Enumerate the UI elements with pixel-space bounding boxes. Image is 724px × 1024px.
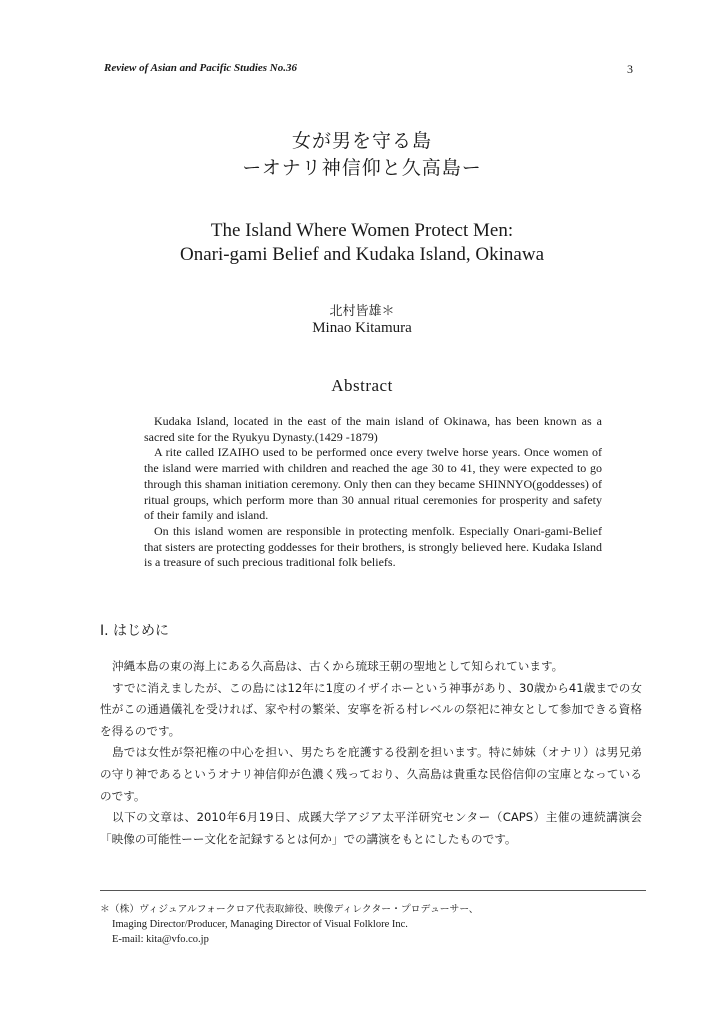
abstract-heading: Abstract (331, 376, 393, 395)
body-paragraph: 沖縄本島の東の海上にある久高島は、古くから琉球王朝の聖地として知られています。 (112, 659, 564, 673)
section-heading: I. はじめに (100, 623, 170, 639)
footnote-divider (100, 890, 646, 891)
footnote-line-title: Imaging Director/Producer, Managing Director of Visual Folklore Inc. (112, 919, 408, 930)
footnote (100, 902, 660, 947)
abstract-body (144, 414, 602, 571)
body-paragraph: 島では女性が祭祀権の中心を担い、男たちを庇護する役割を担います。特に姉妹（オナリ）は男兄弟の守り神であるというオナリ神信仰が色濃く残っており、久高島は貴重な民俗信仰の宝庫となっているのです。 (100, 745, 642, 803)
author-japanese: 北村皆雄＊ (329, 304, 395, 319)
title-japanese-line2: ーオナリ神信仰と久高島ー (242, 157, 482, 179)
abstract-paragraph: On this island women are responsible in protecting menfolk. Especially Onari-gami-Belief that sisters are protecting goddesses for their brothers, is strongly believed here. Kudaka Island is a treasure of such precious traditional folk beliefs. (144, 523, 602, 570)
section-body (100, 656, 642, 850)
abstract-paragraph: Kudaka Island, located in the east of the main island of Okinawa, has been known as a sacred site for the Ryukyu Dynasty.(1429 -1879) (144, 414, 602, 444)
abstract-paragraph: A rite called IZAIHO used to be performed once every twelve horse years. Once women of the island were married with children and reached the age 30 to 41, they were expected to go through this shaman initiation ceremony. Only then can they became SHINNYO(goddesses) of ritual groups, which perform more than 30 annual ritual ceremonies for prosperity and safety of their family and island. (144, 445, 602, 523)
title-japanese-line1: 女が男を守る島 (291, 130, 432, 152)
author-english: Minao Kitamura (312, 320, 412, 336)
journal-title: Review of Asian and Pacific Studies No.36 (104, 62, 298, 74)
body-paragraph: すでに消えましたが、この島には12年に1度のイザイホーという神事があり、30歳から41歳までの女性がこの通過儀礼を受ければ、家や村の繁栄、安寧を祈る村レベルの祭祀に神女として参加できる資格を得るのです。 (100, 680, 642, 738)
title-english-line1: The Island Where Women Protect Men: (210, 220, 514, 241)
footnote-line-email: E-mail: kita@vfo.co.jp (112, 934, 209, 945)
page-number: 3 (627, 62, 633, 76)
body-paragraph: 以下の文章は、2010年6月19日、成蹊大学アジア太平洋研究センター（CAPS）主催の連続講演会「映像の可能性ーー文化を記録するとは何か」での講演をもとにしたものです。 (100, 810, 642, 846)
title-english-line2: Onari-gami Belief and Kudaka Island, Okinawa (179, 244, 545, 265)
footnote-line-affiliation: ＊（株）ヴィジュアルフォークロア代表取締役、映像ディレクター・プロデューサー、 (100, 904, 479, 915)
